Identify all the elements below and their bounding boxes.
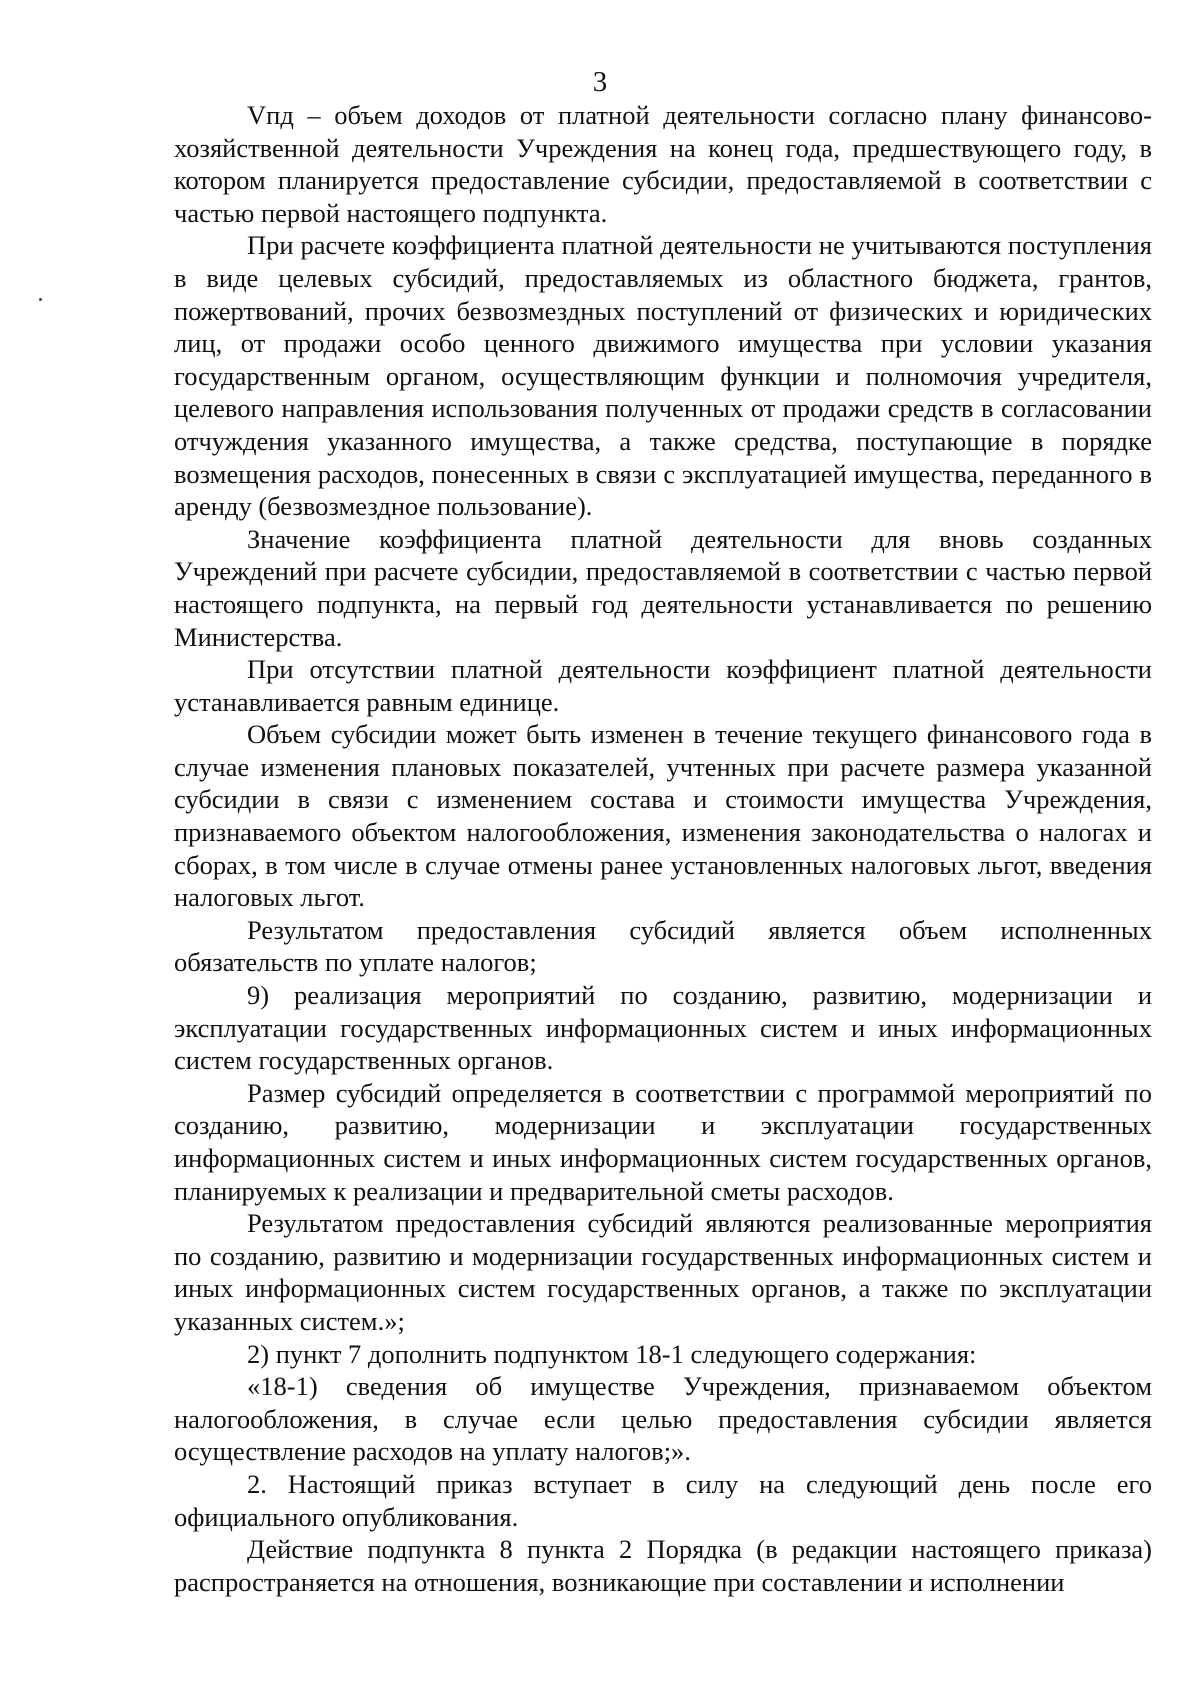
paragraph-subitem-18-1: «18-1) сведения об имуществе Учреждения, признаваемом объектом налогообложения, в случае если целью предоставления субсидии является осуществление расходов на уплату налогов;».	[174, 1371, 1152, 1467]
paragraph-exclusions: При расчете коэффициента платной деятельности не учитываются поступления в виде целевых субсидий, предоставляемых из областного бюджета, грантов, пожертвований, прочих безвозмездных поступлений от физических и юридических лиц, от продажи особо ценного движимого имущества при условии указания государственным органом, осуществляющим функции и полномочия учредителя, целевого направления использования полученных от продажи средств в согласовании отчуждения указанного имущества, а также средства, поступающие в порядке возмещения расходов, понесенных в связи с эксплуатацией имущества, переданного в аренду (безвозмездное пользование).	[174, 230, 1152, 522]
document-body	[174, 99, 1152, 1598]
paragraph-new-institutions: Значение коэффициента платной деятельности для вновь созданных Учреждений при расчете субсидии, предоставляемой в соответствии с частью первой настоящего подпункта, на первый год деятельности устанавливается по решению Министерства.	[174, 523, 1152, 652]
paragraph-amendment-2: 2) пункт 7 дополнить подпунктом 18-1 следующего содержания:	[247, 1338, 977, 1369]
page-number: 3	[592, 66, 608, 98]
scan-speck	[39, 298, 42, 301]
paragraph-item-9: 9) реализация мероприятий по созданию, развитию, модернизации и эксплуатации государственных информационных систем и иных информационных систем государственных органов.	[174, 980, 1152, 1076]
paragraph-subsidy-change: Объем субсидии может быть изменен в течение текущего финансового года в случае изменения плановых показателей, учтенных при расчете размера указанной субсидии в связи с изменением состава и стоимости имущества Учреждения, признаваемого объектом налогообложения, изменения законодательства о налогах и сборах, в том числе в случае отмены ранее установленных налоговых льгот, введения налоговых льгот.	[174, 719, 1152, 913]
paragraph-no-paid-activity: При отсутствии платной деятельности коэффициент платной деятельности устанавливается равным единице.	[174, 654, 1152, 717]
paragraph-entry-into-force: 2. Настоящий приказ вступает в силу на следующий день после его официального опубликования.	[174, 1468, 1152, 1532]
paragraph-subsidy-size: Размер субсидий определяется в соответствии с программой мероприятий по созданию, развитию, модернизации и эксплуатации государственных информационных систем и иных информационных систем государственных органов, планируемых к реализации и предварительной сметы расходов.	[174, 1077, 1152, 1206]
paragraph-result-taxes: Результатом предоставления субсидий является объем исполненных обязательств по уплате налогов;	[174, 914, 1152, 978]
paragraph-applicability: Действие подпункта 8 пункта 2 Порядка (в редакции настоящего приказа) распространяется на отношения, возникающие при составлении и исполнении	[174, 1534, 1152, 1597]
paragraph-result-systems: Результатом предоставления субсидий являются реализованные мероприятия по созданию, развитию и модернизации государственных информационных систем и иных информационных систем государственных органов, а также по эксплуатации указанных систем.»;	[174, 1208, 1152, 1336]
paragraph-vpd-definition: Vпд – объем доходов от платной деятельности согласно плану финансово-хозяйственной деятельности Учреждения на конец года, предшествующего году, в котором планируется предоставление субсидии, предоставляемой в соответствии с частью первой настоящего подпункта.	[174, 100, 1152, 228]
